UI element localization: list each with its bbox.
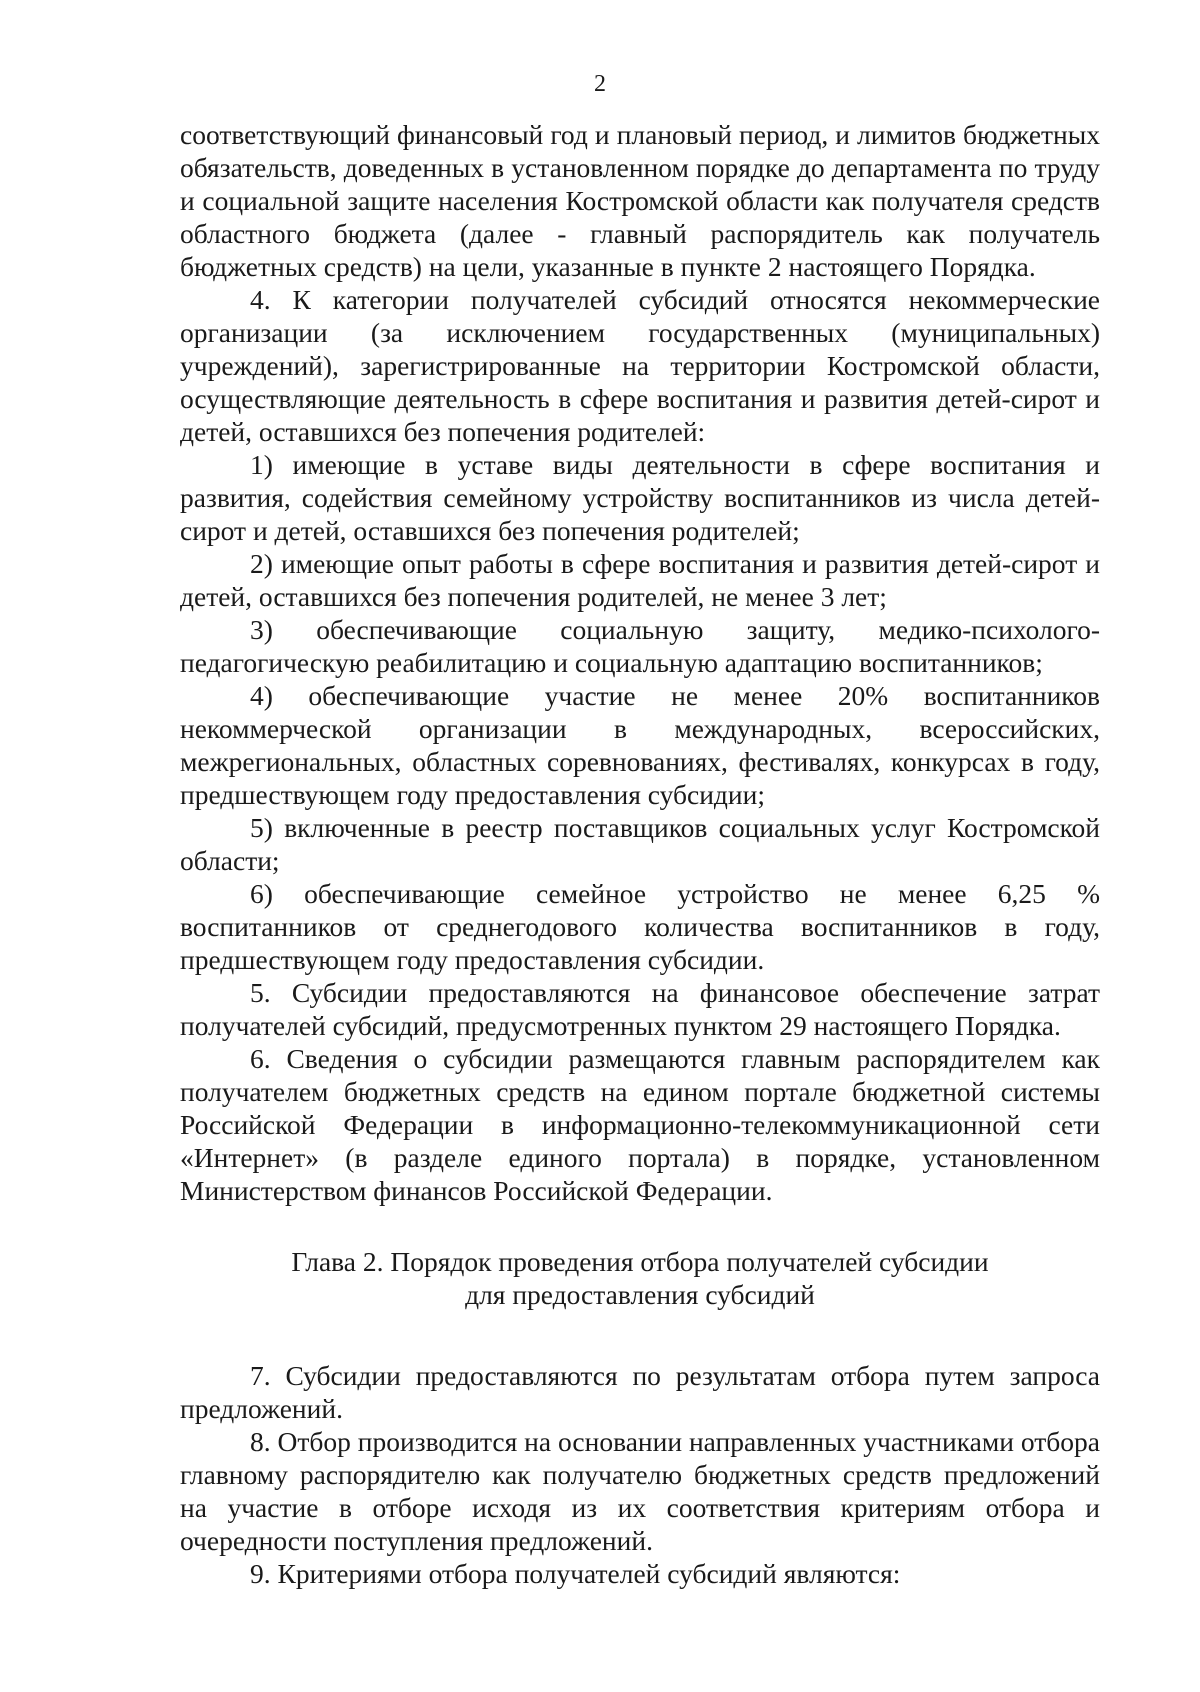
subitem-4: 4) обеспечивающие участие не менее 20% воспитанников некоммерческой организации в международных, всероссийских, межрегиональных, областных соревнованиях, фестивалях, конкурсах в году, предшествующем году предоставления субсидии; xyxy=(180,680,1100,810)
chapter-heading-line-1: Глава 2. Порядок проведения отбора получателей субсидии xyxy=(291,1246,989,1277)
chapter-heading xyxy=(180,1245,1100,1311)
paragraph-item-8: 8. Отбор производится на основании направленных участниками отбора главному распорядителю как получателю бюджетных средств предложений на участие в отборе исходя из их соответствия критериям отбора и очередности поступления предложений. xyxy=(180,1426,1100,1556)
page-number: 2 xyxy=(594,71,606,97)
paragraph-item-4: 4. К категории получателей субсидий относятся некоммерческие организации (за исключением государственных (муниципальных) учреждений), зарегистрированные на территории Костромской области, осуществляющие деятельность в сфере воспитания и развития детей-сирот и детей, оставшихся без попечения родителей: xyxy=(180,284,1100,447)
subitem-5: 5) включенные в реестр поставщиков социальных услуг Костромской области; xyxy=(180,812,1100,876)
paragraph-item-7: 7. Субсидии предоставляются по результатам отбора путем запроса предложений. xyxy=(180,1360,1100,1424)
subitem-2: 2) имеющие опыт работы в сфере воспитания и развития детей-сирот и детей, оставшихся без попечения родителей, не менее 3 лет; xyxy=(180,548,1100,612)
paragraph-item-6: 6. Сведения о субсидии размещаются главным распорядителем как получателем бюджетных средств на едином портале бюджетной системы Российской Федерации в информационно-телекоммуникационной сети «Интернет» (в разделе единого портала) в порядке, установленном Министерством финансов Российской Федерации. xyxy=(180,1043,1100,1206)
paragraph-continuation: соответствующий финансовый год и плановый период, и лимитов бюджетных обязательств, доведенных в установленном порядке до департамента по труду и социальной защите населения Костромской области как получателя средств областного бюджета (далее - главный распорядитель как получатель бюджетных средств) на цели, указанные в пункте 2 настоящего Порядка. xyxy=(180,119,1100,282)
paragraph-item-9: 9. Критериями отбора получателей субсидий являются: xyxy=(250,1558,901,1589)
chapter-heading-line-2: для предоставления субсидий xyxy=(465,1279,815,1310)
paragraph-item-5: 5. Субсидии предоставляются на финансовое обеспечение затрат получателей субсидий, предусмотренных пунктом 29 настоящего Порядка. xyxy=(180,977,1100,1041)
document-body xyxy=(180,118,1100,1590)
subitem-3: 3) обеспечивающие социальную защиту, медико-психолого-педагогическую реабилитацию и социальную адаптацию воспитанников; xyxy=(180,614,1100,678)
subitem-6: 6) обеспечивающие семейное устройство не менее 6,25 % воспитанников от среднегодового количества воспитанников в году, предшествующем году предоставления субсидии. xyxy=(180,878,1100,975)
subitem-1: 1) имеющие в уставе виды деятельности в сфере воспитания и развития, содействия семейному устройству воспитанников из числа детей-сирот и детей, оставшихся без попечения родителей; xyxy=(180,449,1100,546)
